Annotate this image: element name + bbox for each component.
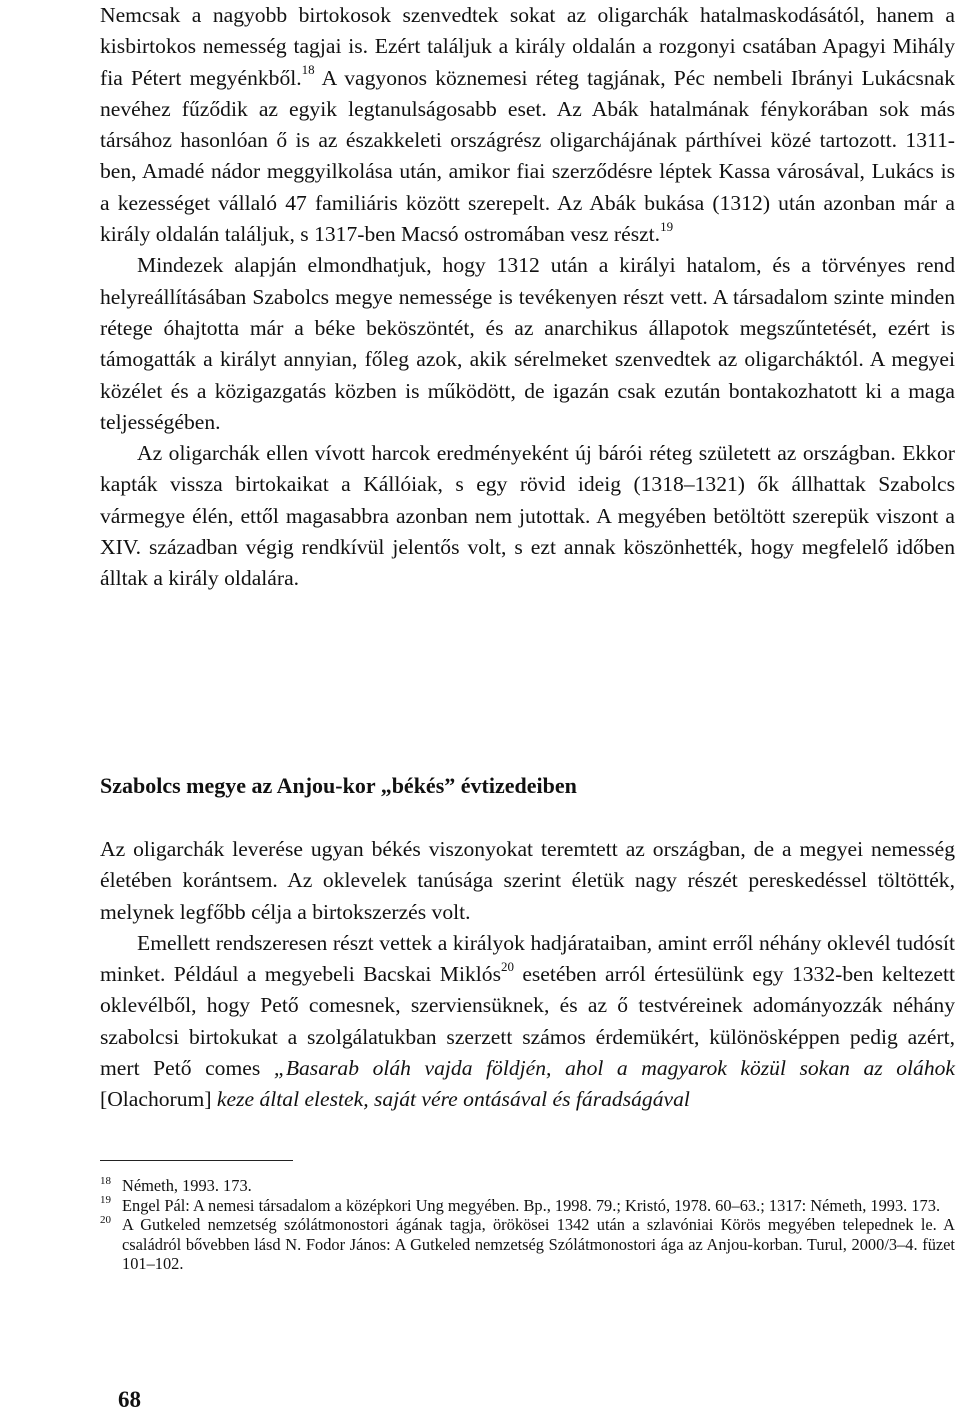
- text-run: Nemcsak a nagyobb birtokosok szenvedtek sokat az oligarchák hatalmaskodásától, hanem a kisbirtokos nemesség tagjai is. Ezért találjuk a király oldalán a rozgonyi csatában Apagyi Mihály fia Pétert megyénkből.: [100, 3, 955, 90]
- footnotes: [100, 1176, 955, 1274]
- text-run: Az oligarchák ellen vívott harcok eredményeként új bárói réteg született az országban. Ekkor kapták vissza birtokaikat a Kállóiak, s egy rövid ideig (1318–1321) ők állhattak Szabolcs vármegye élén, ettől magasabbra azonban nem jutottak. A megyében betöltött szerepük viszont a XIV. században végig rendkívül jelentős volt, s ezt annak köszönhették, hogy megfelelő időben álltak a király oldalára.: [100, 441, 955, 591]
- footnote-ref: 19: [660, 218, 674, 234]
- footnote: [100, 1196, 955, 1216]
- text-run: [Olachorum]: [100, 1087, 217, 1112]
- text-run: Emellett rendszeresen részt vettek a királyok hadjárataiban, amint erről néhány oklevél tudósít minket. Például a megyebeli Bacskai Miklós: [100, 930, 955, 987]
- footnote-ref: 18: [301, 62, 315, 78]
- paragraph: [100, 250, 955, 438]
- footnote-text: Engel Pál: A nemesi társadalom a középkori Ung megyében. Bp., 1998. 79.; Kristó, 1978. 60–63.; 1317: Németh, 1993. 173.: [122, 1195, 941, 1215]
- footnote-number-label: 20: [100, 1213, 111, 1226]
- footnote-separator: [100, 1160, 293, 1161]
- italic-quote: „Basarab oláh vajda földjén, ahol a magyarok közül sokan az oláhok: [273, 1056, 955, 1081]
- footnote-number: [100, 1176, 122, 1196]
- italic-quote: keze által elestek, saját vére ontásával és fáradságával: [216, 1087, 690, 1112]
- footnote-text: A Gutkeled nemzetség szólátmonostori ágának tagja, örökösei 1342 után a szlavóniai Körös megyében telepednek le. A családról bővebben lásd N. Fodor János: A Gutkeled nemzetség Szólátmonostori ága az Anjou-korban. Turul, 2000/3–4. füzet 101–102.: [122, 1215, 955, 1273]
- section-heading: Szabolcs megye az Anjou-kor „békés” évtizedeiben: [100, 773, 577, 798]
- paragraph: [100, 834, 955, 928]
- footnote: [100, 1215, 955, 1274]
- footnote-number: [100, 1215, 122, 1235]
- paragraph: [100, 438, 955, 594]
- page-number: 68: [118, 1387, 141, 1412]
- body-text-upper: [100, 0, 955, 595]
- paragraph: [100, 928, 955, 1116]
- text-run: Mindezek alapján elmondhatjuk, hogy 1312 után a királyi hatalom, és a törvényes rend helyreállításában Szabolcs megye nemessége is tevékenyen részt vett. A társadalom szinte minden rétege óhajtotta már a béke beköszöntét, és az anarchikus állapotok megszűntetését, ezért is támogatták a királyt annyian, főleg azok, akik sérelmeket szenvedtek az oligarcháktól. A megyei közélet és a közigazgatás közben is működött, de igazán csak ezután bontakozhatott ki a maga teljességében.: [100, 253, 955, 434]
- footnote: [100, 1176, 955, 1196]
- footnote-number: [100, 1196, 122, 1216]
- footnote-number-label: 18: [100, 1174, 111, 1187]
- text-run: A vagyonos köznemesi réteg tagjának, Péc nembeli Ibrányi Lukácsnak nevéhez fűződik az egyik legtanulságosabb eset. Az Abák hatalmának fénykorában sok más társához hasonlóan ő is az északkeleti országrész oligarchájának párthívei közé tartozott. 1311-ben, Amadé nádor meggyilkolása után, amikor fiai szerződésre léptek Kassa városával, Lukács is a kezességet vállaló 47 familiáris között szerepelt. Az Abák bukása (1312) után azonban már a király oldalán találjuk, s 1317-ben Macsó ostromában vesz részt.: [100, 65, 955, 247]
- body-text-lower: [100, 834, 955, 1116]
- footnote-number-label: 19: [100, 1194, 111, 1207]
- footnote-ref: 20: [500, 959, 514, 974]
- footnote-text: Németh, 1993. 173.: [122, 1176, 252, 1195]
- text-run: Az oligarchák leverése ugyan békés viszonyokat teremtett az országban, de a megyei nemesség életében korántsem. Az oklevelek tanúsága szerint életük nagy részét pereskedéssel töltötték, melynek legfőbb célja a birtokszerzés volt.: [100, 837, 955, 924]
- text-run: esetében arról értesülünk egy 1332-ben keltezett oklevélből, hogy Pető comesnek, szerviensüknek, és az ő testvéreinek adományozzák néhány szabolcsi birtokukat a szolgálatukban szerzett számos érdemükért, különösképpen pedig azért, mert Pető comes: [100, 962, 955, 1081]
- paragraph: [100, 0, 955, 250]
